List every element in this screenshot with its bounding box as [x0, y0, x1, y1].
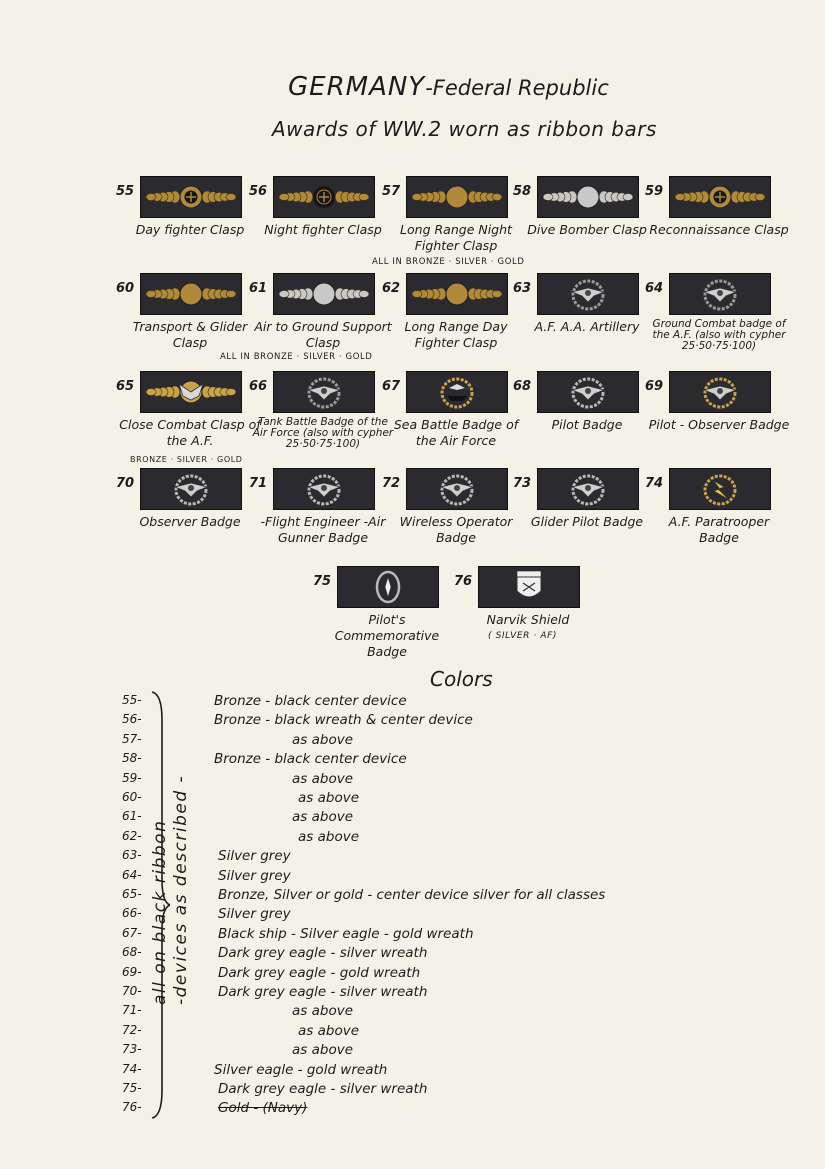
award-device-icon: [278, 374, 370, 410]
color-row: [0, 965, 825, 984]
color-row: [0, 693, 825, 712]
award-number: 57: [382, 184, 401, 199]
color-row-number: 71-: [122, 1003, 142, 1018]
award-device-icon: [278, 276, 370, 312]
award-device-icon: [542, 374, 634, 410]
award-caption: Pilot - Observer Badge: [648, 417, 790, 432]
ribbon-bar: [140, 468, 242, 510]
color-row-text: Bronze - black center device: [214, 751, 407, 768]
color-row-number: 70-: [122, 984, 142, 998]
award-device-icon: [145, 374, 237, 410]
award-item: [454, 566, 618, 656]
award-number: 61: [249, 281, 268, 296]
award-number: 72: [382, 476, 401, 491]
ribbon-bar: [273, 468, 375, 510]
color-row-text: as above: [292, 731, 353, 748]
color-row-number: 76-: [122, 1100, 142, 1115]
vertical-label-line-1: all on black ribbon: [150, 819, 170, 1005]
color-row-text: Black ship - Silver eagle - gold wreath: [218, 925, 474, 942]
ribbon-bar: [669, 176, 771, 218]
ribbon-bar: [669, 468, 771, 510]
color-row-text: Gold - (Navy): [218, 1100, 308, 1117]
ribbon-bar: [406, 176, 508, 218]
ribbon-bar: [140, 371, 242, 413]
title-country: [288, 72, 609, 102]
color-row: [0, 1100, 825, 1119]
award-number: 76: [454, 574, 473, 589]
award-caption: Observer Badge: [139, 514, 241, 529]
color-row-text: Bronze - black center device: [214, 693, 407, 709]
color-row-number: 58-: [122, 751, 142, 766]
note-row-3: BRONZE · SILVER · GOLD: [130, 455, 243, 464]
color-row: [0, 868, 825, 887]
color-row-number: 68-: [122, 945, 142, 960]
color-row-text: as above: [298, 1022, 359, 1039]
color-row-text: as above: [292, 1042, 353, 1059]
award-caption: Long Range Night Fighter Clasp: [400, 222, 512, 253]
color-row: [0, 1062, 825, 1081]
award-device-icon: [145, 276, 237, 312]
color-row-text: Bronze, Silver or gold - center device silver for all classes: [218, 887, 606, 903]
award-number: 69: [645, 379, 664, 394]
award-item: [645, 371, 809, 461]
award-caption: Close Combat Clasp of the A.F.: [119, 417, 261, 448]
award-number: 55: [116, 184, 135, 199]
note-narvik: ( SILVER · AF): [488, 631, 558, 641]
award-number: 62: [382, 281, 401, 296]
award-device-icon: [542, 276, 634, 312]
award-device-icon: [411, 276, 503, 312]
color-row-text: Dark grey eagle - silver wreath: [218, 984, 428, 1000]
color-row-number: 55-: [122, 693, 142, 707]
color-row: [0, 848, 825, 867]
award-device-icon: [542, 179, 634, 215]
note-row-2: ALL IN BRONZE · SILVER · GOLD: [220, 352, 373, 362]
ribbon-bar: [273, 273, 375, 315]
award-number: 56: [249, 184, 268, 199]
color-row: [0, 732, 825, 751]
ribbon-bar: [406, 371, 508, 413]
award-caption: Transport & Glider Clasp: [132, 319, 248, 350]
award-device-icon: [411, 374, 503, 410]
color-row-text: Dark grey eagle - silver wreath: [218, 945, 428, 962]
ribbon-bar: [273, 371, 375, 413]
award-item: [645, 273, 809, 363]
color-row-number: 61-: [122, 809, 142, 824]
award-device-icon: [278, 179, 370, 215]
award-device-icon: [411, 471, 503, 507]
color-row-text: as above: [298, 828, 359, 845]
ribbon-bar: [337, 566, 439, 608]
award-number: 64: [645, 281, 664, 296]
award-caption: Wireless Operator Badge: [399, 514, 513, 545]
color-row: [0, 945, 825, 964]
ribbon-bar: [273, 176, 375, 218]
ribbon-bar: [140, 273, 242, 315]
award-item: [645, 176, 809, 266]
color-row-text: Silver grey: [218, 867, 291, 884]
award-device-icon: [145, 471, 237, 507]
color-row-text: as above: [298, 790, 359, 806]
color-row: [0, 1042, 825, 1061]
color-row-number: 62-: [122, 828, 142, 843]
award-number: 63: [513, 281, 532, 296]
color-row: [0, 1003, 825, 1022]
color-row-text: Silver grey: [218, 848, 291, 865]
color-row-number: 66-: [122, 906, 142, 921]
color-row: [0, 926, 825, 945]
color-row: [0, 790, 825, 809]
color-row-text: as above: [292, 809, 353, 826]
award-caption: Day fighter Clasp: [135, 222, 245, 237]
award-device-icon: [145, 179, 237, 215]
award-number: 65: [116, 379, 135, 394]
award-caption: -Flight Engineer -Air Gunner Badge: [260, 514, 386, 545]
award-device-icon: [674, 374, 766, 410]
award-device-icon: [674, 471, 766, 507]
color-row-number: 56-: [122, 712, 142, 727]
ribbon-bar: [669, 371, 771, 413]
award-number: 70: [116, 476, 135, 491]
award-number: 60: [116, 281, 135, 296]
ribbon-bar: [537, 371, 639, 413]
award-caption: Narvik Shield: [486, 612, 570, 627]
vertical-label-line-2: -devices as described -: [171, 774, 191, 1005]
ribbon-bar: [406, 273, 508, 315]
ribbon-bar: [537, 273, 639, 315]
award-caption: Pilot Badge: [551, 417, 623, 432]
award-device-icon: [278, 471, 370, 507]
award-caption: Sea Battle Badge of the Air Force: [393, 417, 519, 448]
ribbon-bar: [669, 273, 771, 315]
color-row: [0, 1081, 825, 1100]
award-caption: Ground Combat badge of the A.F. (also with cypher 25·50·75·100): [652, 318, 786, 352]
color-row: [0, 712, 825, 731]
color-row-text: Dark grey eagle - silver wreath: [218, 1081, 428, 1097]
award-item: [645, 468, 809, 558]
award-device-icon: [342, 569, 434, 605]
award-device-icon: [483, 569, 575, 605]
title-country-suffix: -Federal Republic: [425, 76, 609, 100]
color-row: [0, 1023, 825, 1042]
ribbon-bar: [140, 176, 242, 218]
award-device-icon: [674, 276, 766, 312]
award-number: 59: [645, 184, 664, 199]
award-number: 74: [645, 476, 664, 491]
color-row-number: 72-: [122, 1022, 142, 1037]
award-caption: Pilot's Commemorative Badge: [334, 612, 440, 659]
award-number: 66: [249, 379, 268, 394]
color-row: [0, 984, 825, 1003]
award-number: 71: [249, 476, 268, 491]
color-row-text: Bronze - black wreath & center device: [214, 712, 473, 729]
color-row-number: 60-: [122, 790, 142, 804]
color-row: [0, 906, 825, 925]
title-country-name: GERMANY: [288, 72, 426, 102]
award-number: 73: [513, 476, 532, 491]
color-row-number: 67-: [122, 925, 142, 940]
color-row: [0, 751, 825, 770]
colors-heading: Colors: [430, 667, 493, 691]
ribbon-bar: [406, 468, 508, 510]
color-row: [0, 829, 825, 848]
award-caption: Tank Battle Badge of the Air Force (also with cypher 25·50·75·100): [252, 416, 394, 450]
ribbon-bar: [537, 468, 639, 510]
subtitle: Awards of WW.2 worn as ribbon bars: [272, 117, 657, 141]
color-row: [0, 771, 825, 790]
award-caption: Long Range Day Fighter Clasp: [404, 319, 508, 350]
award-number: 58: [513, 184, 532, 199]
award-caption: A.F. A.A. Artillery: [534, 319, 640, 334]
color-row-number: 64-: [122, 867, 142, 882]
award-number: 75: [313, 574, 332, 589]
award-device-icon: [411, 179, 503, 215]
award-number: 68: [513, 379, 532, 394]
ribbon-bar: [537, 176, 639, 218]
award-caption: A.F. Paratrooper Badge: [668, 514, 770, 545]
color-row-number: 75-: [122, 1081, 142, 1095]
award-caption: Air to Ground Support Clasp: [254, 319, 392, 350]
color-row-text: as above: [292, 770, 353, 787]
color-row-number: 65-: [122, 887, 142, 901]
color-row-text: Dark grey eagle - gold wreath: [218, 964, 421, 981]
note-row-1: ALL IN BRONZE · SILVER · GOLD: [372, 257, 525, 267]
award-caption: Glider Pilot Badge: [530, 514, 644, 529]
color-row: [0, 809, 825, 828]
color-row-number: 69-: [122, 964, 142, 979]
color-row-number: 59-: [122, 770, 142, 785]
color-row-number: 57-: [122, 731, 142, 746]
award-number: 67: [382, 379, 401, 394]
color-row-number: 63-: [122, 848, 142, 863]
award-caption: Dive Bomber Clasp: [527, 222, 647, 237]
color-row-number: 74-: [122, 1061, 142, 1076]
award-device-icon: [542, 471, 634, 507]
color-row-text: Silver grey: [218, 906, 291, 923]
ribbon-bar: [478, 566, 580, 608]
color-row-number: 73-: [122, 1042, 142, 1057]
award-caption: Night fighter Clasp: [264, 222, 382, 237]
color-row: [0, 887, 825, 906]
color-row-text: Silver eagle - gold wreath: [214, 1061, 388, 1078]
award-device-icon: [674, 179, 766, 215]
color-row-text: as above: [292, 1003, 353, 1020]
award-caption: Reconnaissance Clasp: [649, 222, 789, 237]
